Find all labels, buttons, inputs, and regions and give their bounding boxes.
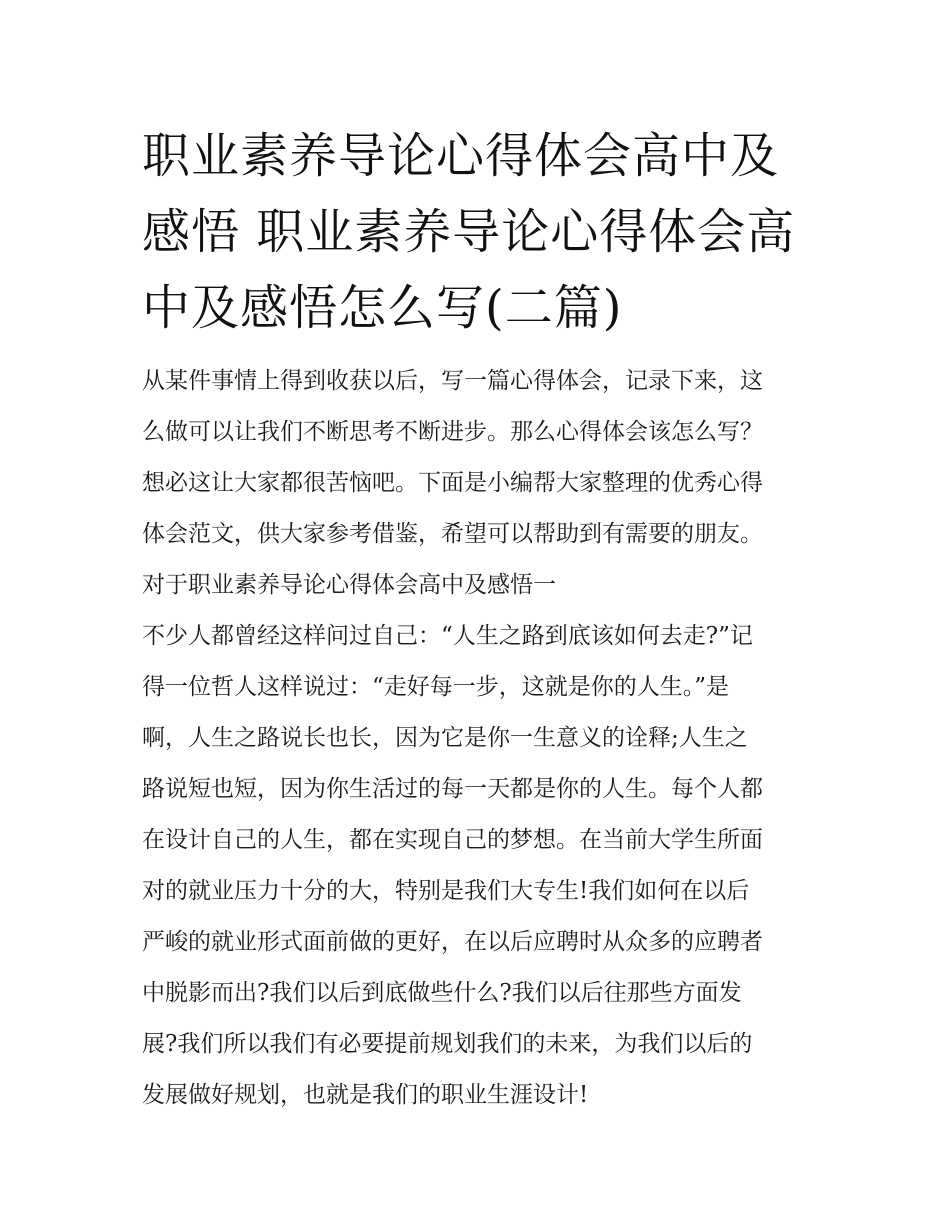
text-line: 么做可以让我们不断思考不断进步。那么心得体会该怎么写？ [142, 419, 763, 445]
text-line: 想必这让大家都很苦恼吧。下面是小编帮大家整理的优秀心得 [142, 470, 763, 496]
text-line: 严峻的就业形式面前做的更好，在以后应聘时从众多的应聘者 [142, 929, 763, 955]
text-line: 对的就业压力十分的大，特别是我们大专生!我们如何在以后 [142, 878, 750, 904]
title-line: 感悟 职业素养导论心得体会高 [142, 204, 796, 260]
text-line: 从某件事情上得到收获以后，写一篇心得体会，记录下来，这 [142, 368, 763, 394]
section-paragraph [142, 611, 814, 1121]
text-line: 路说短也短，因为你生活过的每一天都是你的人生。每个人都 [142, 776, 763, 802]
text-line: 展?我们所以我们有必要提前规划我们的未来，为我们以后的 [142, 1031, 753, 1057]
text-line: 体会范文，供大家参考借鉴，希望可以帮助到有需要的朋友。 [142, 521, 763, 547]
text-line: 发展做好规划，也就是我们的职业生涯设计! [142, 1082, 589, 1108]
section-heading: 对于职业素养导论心得体会高中及感悟一 [142, 572, 556, 598]
document-content [142, 118, 814, 1121]
text-line: 不少人都曾经这样问过自己：“人生之路到底该如何去走?”记 [142, 623, 753, 649]
text-line: 中脱影而出?我们以后到底做些什么?我们以后往那些方面发 [142, 980, 742, 1006]
intro-paragraph [142, 356, 814, 560]
title-line: 中及感悟怎么写(二篇) [142, 280, 623, 336]
text-line: 啊，人生之路说长也长，因为它是你一生意义的诠释;人生之 [142, 725, 748, 751]
text-line: 得一位哲人这样说过：“走好每一步，这就是你的人生。”是 [142, 674, 730, 700]
text-line: 在设计自己的人生，都在实现自己的梦想。在当前大学生所面 [142, 827, 763, 853]
document-title [142, 118, 814, 346]
title-line: 职业素养导论心得体会高中及 [142, 128, 780, 184]
document-body [142, 356, 814, 1121]
